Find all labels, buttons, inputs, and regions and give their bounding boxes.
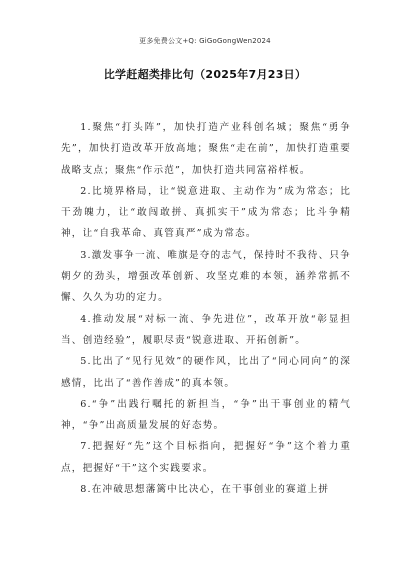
paragraph-1: 1.聚焦“打头阵”，加快打造产业科创名城；聚焦“勇争先”，加快打造改革开放高地；聚焦“走在前”，加快打造重要战略支点；聚焦“作示范”，加快打造共同富裕样板。 bbox=[61, 122, 351, 176]
paragraph-6: 6.“争”出践行嘱托的新担当，“争”出干事创业的精气神，“争”出高质量发展的好态势。 bbox=[61, 398, 351, 432]
document-body bbox=[61, 117, 351, 500]
paragraph-8: 8.在冲破思想藩篱中比决心，在干事创业的赛道上拼 bbox=[80, 484, 330, 496]
paragraph-4: 4.推动发展“对标一流、争先进位”，改革开放“彰显担当、创造经验”，履职尽责“锐意进取、开拓创新”。 bbox=[61, 313, 351, 346]
header-note: 更多免费公文+Q: GiGoGongWen2024 bbox=[139, 37, 271, 45]
document-title: 比学赶超类排比句（2025年7月23日） bbox=[103, 68, 307, 81]
paragraph-5: 5.比出了“见行见效”的硬作风，比出了“同心同向”的深感情，比出了“善作善成”的真本领。 bbox=[61, 356, 351, 389]
paragraph-2: 2.比境界格局，让“锐意进取、主动作为”成为常态；比干劲魄力，让“敢闯敢拼、真抓实干”成为常态；比斗争精神，让“自我革命、真管真严”成为常态。 bbox=[61, 185, 351, 240]
paragraph-7: 7.把握好“先”这个目标指向，把握好“争”这个着力重点，把握好“干”这个实践要求。 bbox=[61, 441, 351, 474]
paragraph-3: 3.激发事争一流、唯旗是夺的志气，保持时不我待、只争朝夕的劲头，增强改革创新、攻坚克难的本领，涵养常抓不懈、久久为功的定力。 bbox=[61, 249, 351, 304]
